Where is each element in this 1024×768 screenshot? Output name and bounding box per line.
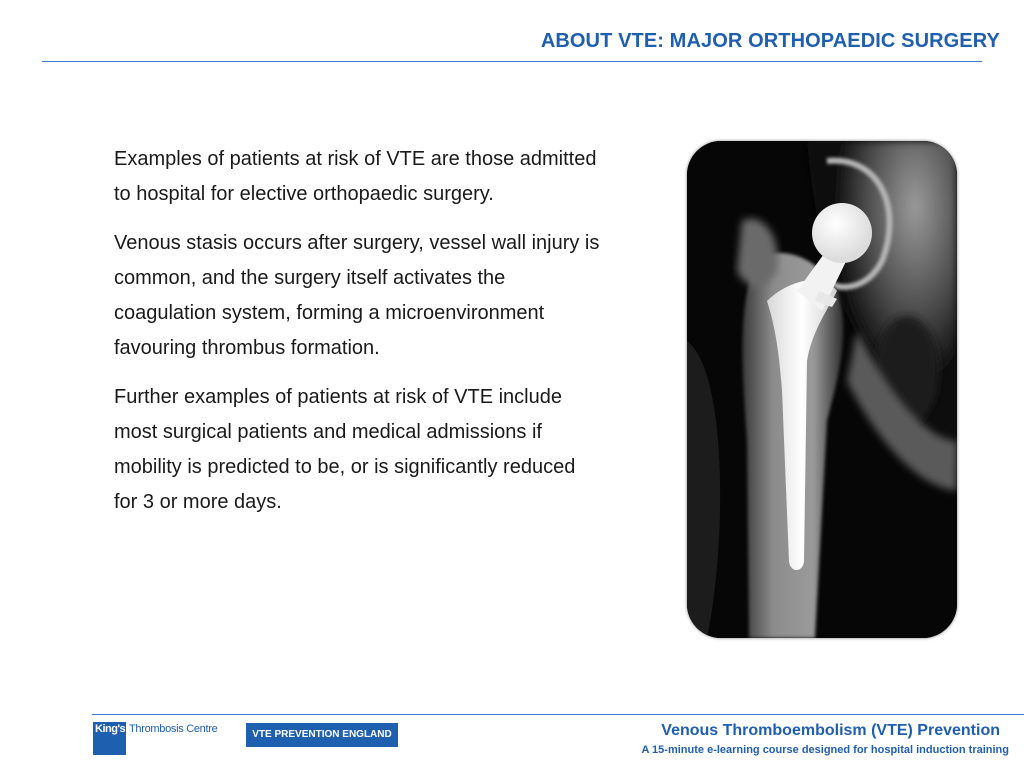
page-title: ABOUT VTE: MAJOR ORTHOPAEDIC SURGERY [540,30,1000,52]
kings-logo-text: Thrombosis Centre [129,723,218,735]
footer-divider [92,714,1024,715]
kings-logo-mark-text: King's [95,723,126,735]
paragraph-2: Venous stasis occurs after surgery, vessel wall injury is common, and the surgery itself activates the coagulation system, forming a microenvironment favouring thrombus formation. [114,232,600,359]
xray-drawing [687,141,957,638]
content-body [114,142,604,534]
title-divider [42,61,982,62]
course-title: Venous Thromboembolism (VTE) Prevention [661,722,1000,739]
kings-thrombosis-centre-logo [93,722,233,756]
paragraph-1: Examples of patients at risk of VTE are those admitted to hospital for elective orthopaedic surgery. [114,148,597,205]
hip-replacement-xray-image [687,141,957,638]
course-subtitle: A 15-minute e-learning course designed for hospital induction training [641,744,1009,756]
paragraph-3: Further examples of patients at risk of VTE include most surgical patients and medical admissions if mobility is predicted to be, or is significantly reduced for 3 or more days. [114,386,576,513]
vte-prevention-england-badge: VTE PREVENTION ENGLAND [246,723,398,747]
kings-logo-mark [93,722,126,755]
